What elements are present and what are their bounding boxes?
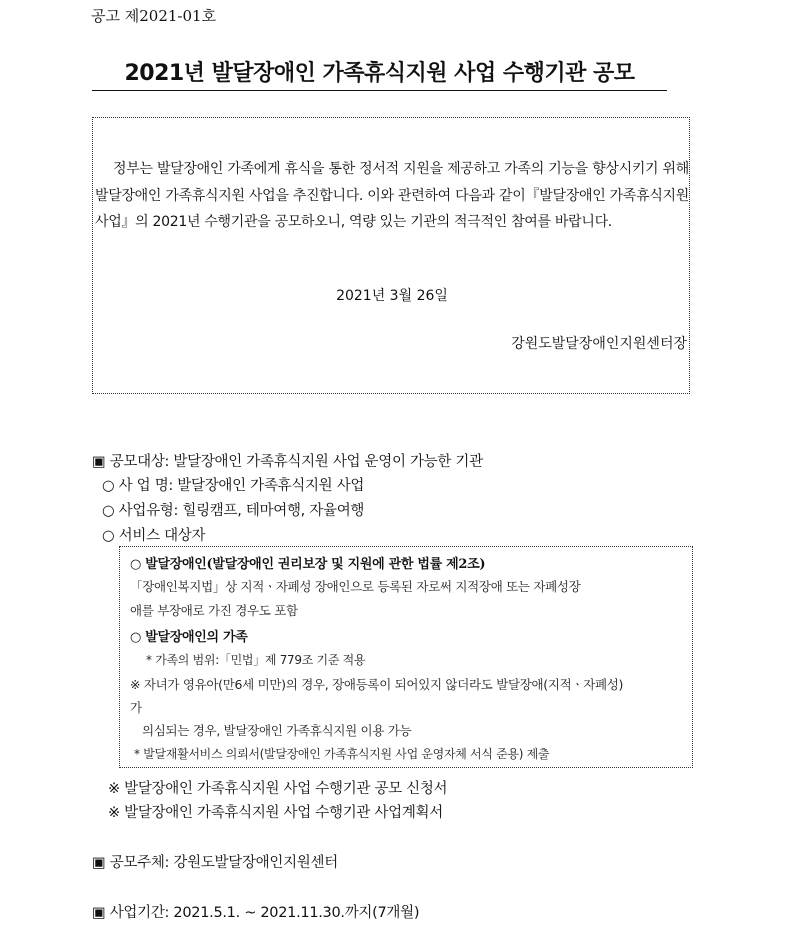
title-underline [92,90,667,91]
intro-paragraph: 정부는 발달장애인 가족에게 휴식을 통한 정서적 지원을 제공하고 가족의 기능을 향상시키기 위해 발달장애인 가족휴식지원 사업을 추진합니다. 이와 관련하여 다음과 같이『발달장애인 가족휴식지원 사업』의 2021년 수행기관을 공모하오니, 역량 있는 기관의 적극적인 참여를 바랍니다. [95,161,689,230]
inner-line: 가 [130,700,142,715]
section-target: ▣ 공모대상: 발달장애인 가족휴식지원 사업 운영이 가능한 기관 [92,454,483,470]
inner-line: ○ 발달장애인(발달장애인 권리보장 및 지원에 관한 법률 제2조) [130,557,486,572]
note-application-form: ※ 발달장애인 가족휴식지원 사업 수행기관 공모 신청서 [108,781,448,797]
intro-box [92,117,690,394]
inner-line: * 발달재활서비스 의뢰서(발달장애인 가족휴식지원 사업 운영자체 서식 준용) 제출 [134,747,550,761]
document-title: 2021년 발달장애인 가족휴식지원 사업 수행기관 공모 [124,61,635,86]
notice-number: 공고 제2021-01호 [91,7,217,25]
section-period: ▣ 사업기간: 2021.5.1. ~ 2021.11.30.까지(7개월) [92,905,420,921]
inner-line: 의심되는 경우, 발달장애인 가족휴식지원 이용 가능 [142,723,412,738]
section-project-name: ○ 사 업 명: 발달장애인 가족휴식지원 사업 [102,478,365,494]
section-service-target: ○ 서비스 대상자 [102,528,206,544]
inner-line: ○ 발달장애인의 가족 [130,630,248,645]
inner-line: 애를 부장애로 가진 경우도 포함 [130,603,298,618]
issuer-signature: 강원도발달장애인지원센터장 [511,336,687,352]
inner-line: 「장애인복지법」상 지적ㆍ자폐성 장애인으로 등록된 자로써 지적장애 또는 자폐성장 [130,579,581,594]
service-target-box [119,546,693,768]
section-host: ▣ 공모주체: 강원도발달장애인지원센터 [92,855,338,871]
notice-date: 2021년 3월 26일 [336,288,448,304]
note-business-plan: ※ 발달장애인 가족휴식지원 사업 수행기관 사업계획서 [108,805,443,821]
inner-line: ※ 자녀가 영유아(만6세 미만)의 경우, 장애등록이 되어있지 않더라도 발달장애(지적ㆍ자폐성) [130,677,624,692]
section-project-type: ○ 사업유형: 힐링캠프, 테마여행, 자율여행 [102,503,365,519]
inner-line: * 가족의 범위:「민법」제 779조 기준 적용 [146,653,366,667]
